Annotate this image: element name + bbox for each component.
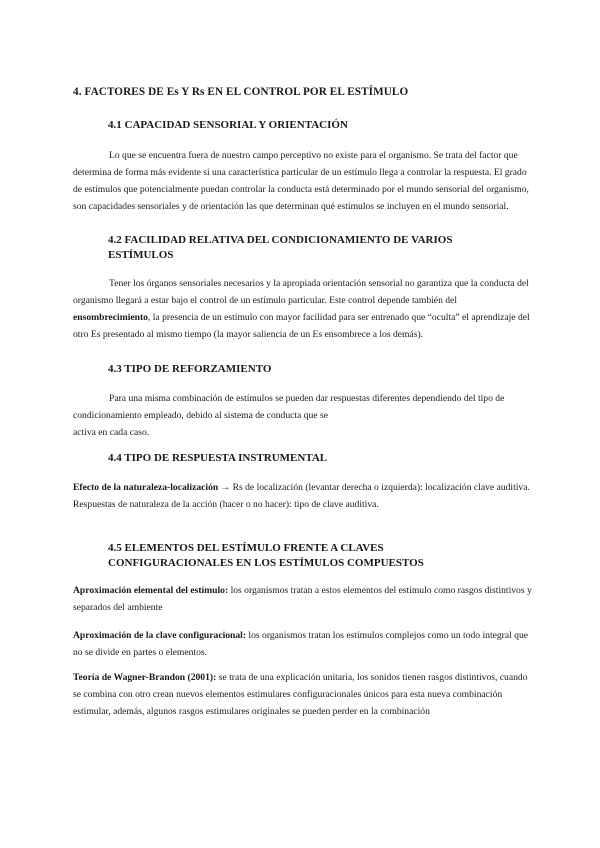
paragraph-4-2-text-a: Tener los órganos sensoriales necesarios y la apropiada orientación sensorial no garantiza que la conducta del organismo llegará a estar bajo el control de un estímulo particular. Este control depende también del (73, 278, 529, 306)
item-2-text: los organismos tratan los estímulos complejos como un todo integral que no se divide en partes o elementos. (73, 630, 529, 658)
item-2-bold: Aproximación de la clave configuracional: (73, 630, 247, 641)
heading-4-5-line2: CONFIGURACIONALES EN LOS ESTÍMULOS COMPUESTOS (108, 557, 424, 569)
item-3-text: se trata de una explicación unitaria, los sonidos tienen rasgos distintivos, cuando se combina con otro crean nuevos elementos estimulares configuracionales únicos para esta nueva combinación estimular, además, algunos rasgos estimulares originales se pueden perder en la combinación (73, 672, 528, 717)
heading-4-2-line2: ESTÍMULOS (108, 249, 174, 261)
item-3-bold: Teoría de Wagner-Brandon (2001): (73, 672, 217, 683)
heading-4-3: 4.3 TIPO DE REFORZAMIENTO (108, 363, 272, 375)
section-title: 4. FACTORES DE Es Y Rs EN EL CONTROL POR EL ESTÍMULO (73, 86, 409, 98)
heading-4-2-line1: 4.2 FACILIDAD RELATIVA DEL CONDICIONAMIENTO DE VARIOS (108, 234, 453, 246)
paragraph-4-5-item-2 (73, 627, 535, 661)
heading-4-2 (108, 233, 558, 263)
paragraph-4-5-item-3 (73, 669, 535, 720)
paragraph-4-1-text: Lo que se encuentra fuera de nuestro campo perceptivo no existe para el organismo. Se trata del factor que determina de forma más evidente si una característica particular de un estímulo llega a controlar la respuesta. El grado de estímulos que potencialmente puedan controlar la conducta está determinado por el mundo sensorial del organismo, son capacidades sensoriales y de orientación las que determinan qué estímulos se incluyen en el mundo sensorial. (73, 150, 529, 212)
heading-4-4: 4.4 TIPO DE RESPUESTA INSTRUMENTAL (108, 452, 328, 464)
paragraph-4-2-bold: ensombrecimiento (73, 312, 148, 323)
heading-4-5-line1: 4.5 ELEMENTOS DEL ESTÍMULO FRENTE A CLAVES (108, 542, 384, 554)
paragraph-4-2 (73, 275, 535, 343)
heading-4-1: 4.1 CAPACIDAD SENSORIAL Y ORIENTACIÓN (108, 119, 348, 131)
item-1-bold: Aproximación elemental del estímulo: (73, 585, 229, 596)
paragraph-4-4-bold: Efecto de la naturaleza-localización (73, 482, 219, 493)
paragraph-4-1 (73, 147, 535, 215)
paragraph-4-5-item-1 (73, 582, 535, 616)
paragraph-4-4 (73, 479, 535, 513)
paragraph-4-2-text-b: , la presencia de un estímulo con mayor facilidad para ser entrenado que “oculta” el aprendizaje del otro Es presentado al mismo tiempo (la mayor saliencia de un Es ensombrece a los demás). (73, 312, 530, 340)
heading-4-5 (108, 541, 558, 571)
paragraph-4-3 (73, 390, 535, 441)
item-1-text: los organismos tratan a estos elementos del estímulo como rasgos distintivos y separados del ambiente (73, 585, 532, 613)
paragraph-4-3-text-a: Para una misma combinación de estímulos se pueden dar respuestas diferentes dependiendo del tipo de condicionamiento empleado, debido al sistema de conducta que se (73, 393, 505, 421)
paragraph-4-4-text: → Rs de localización (levantar derecha o izquierda): localización clave auditiva. Respuestas de naturaleza de la acción (hacer o no hacer): tipo de clave auditiva. (73, 482, 530, 510)
paragraph-4-3-text-b: activa en cada caso. (73, 427, 150, 438)
